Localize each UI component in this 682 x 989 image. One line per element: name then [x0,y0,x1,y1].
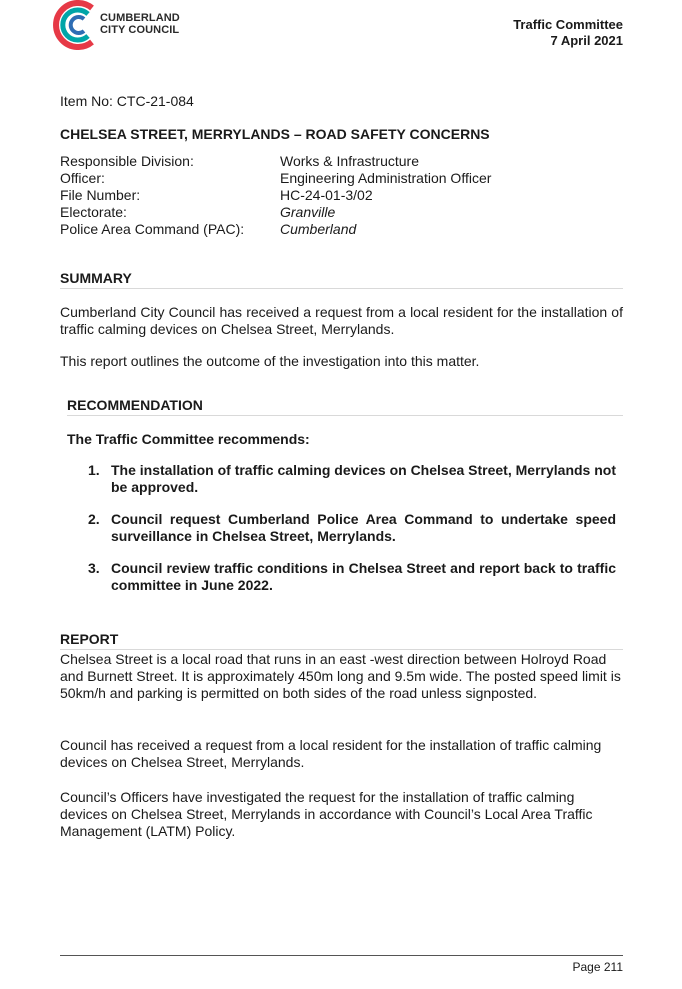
header-info [513,17,623,49]
meta-row [60,204,623,221]
recommendation-heading: RECOMMENDATION [67,397,623,416]
item-number: Item No: CTC-21-084 [60,93,194,109]
meta-value: Granville [280,204,336,220]
meta-value: Cumberland [280,221,357,237]
logo-line-1: CUMBERLAND [100,12,180,24]
meeting-date: 7 April 2021 [550,33,623,48]
report-heading: REPORT [60,631,623,650]
recommendation-list [88,462,616,609]
page-number: Page 211 [572,960,623,974]
meta-value: HC-24-01-3/02 [280,187,373,203]
council-logo-icon [52,0,98,50]
report-paragraph: Council’s Officers have investigated the request for the installation of traffic calming devices on Chelsea Street, Merrylands in accordance with Council’s Local Area Traffic Management (LATM) Policy. [60,789,593,839]
meta-label: Electorate: [60,204,127,220]
meta-label: Officer: [60,170,105,186]
meta-label: Responsible Division: [60,153,194,169]
report-title: CHELSEA STREET, MERRYLANDS – ROAD SAFETY CONCERNS [60,126,490,142]
meta-row [60,221,623,238]
logo-line-2: CITY COUNCIL [100,24,180,36]
recommendation-item [88,462,616,496]
council-logo [52,0,202,52]
meta-value: Engineering Administration Officer [280,170,492,186]
summary-paragraph: This report outlines the outcome of the investigation into this matter. [60,353,480,369]
report-metadata [60,153,623,238]
recommendation-number: 3. [88,560,100,576]
recommendation-number: 2. [88,511,100,527]
meta-row [60,187,623,204]
summary-heading: SUMMARY [60,270,623,289]
meta-row [60,153,623,170]
recommendation-text: Council review traffic conditions in Chelsea Street and report back to traffic committee in June 2022. [111,560,616,593]
recommendation-intro: The Traffic Committee recommends: [67,431,310,447]
report-paragraph: Council has received a request from a local resident for the installation of traffic calming devices on Chelsea Street, Merrylands. [60,737,602,770]
recommendation-text: Council request Cumberland Police Area Command to undertake speed surveillance in Chelsea Street, Merrylands. [111,511,616,544]
footer-divider [60,955,623,956]
recommendation-item [88,511,616,545]
recommendation-text: The installation of traffic calming devices on Chelsea Street, Merrylands not be approved. [111,462,616,495]
summary-paragraph: Cumberland City Council has received a request from a local resident for the installation of traffic calming devices on Chelsea Street, Merrylands. [60,304,623,337]
meta-label: File Number: [60,187,141,203]
meta-label: Police Area Command (PAC): [60,221,245,237]
recommendation-item [88,560,616,594]
logo-text [100,12,180,36]
committee-name: Traffic Committee [513,17,623,32]
meta-value: Works & Infrastructure [280,153,420,169]
recommendation-number: 1. [88,462,100,478]
report-paragraph: Chelsea Street is a local road that runs in an east -west direction between Holroyd Road and Burnett Street. It is approximately 450m long and 9.5m wide. The posted speed limit is 50km/h and parking is permitted on both sides of the road unless signposted. [60,651,621,701]
meta-row [60,170,623,187]
